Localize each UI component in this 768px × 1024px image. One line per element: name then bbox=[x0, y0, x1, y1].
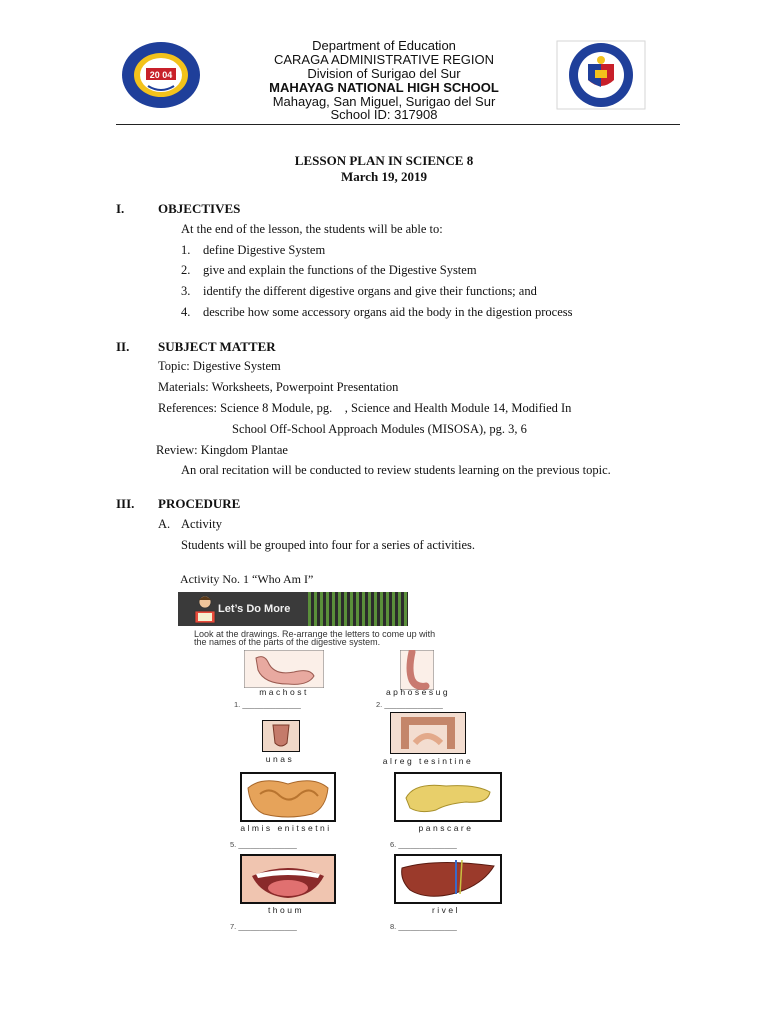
answer-blank-7: 7. ______________ bbox=[230, 922, 297, 931]
scrambled-word-4: alreg tesintine bbox=[382, 756, 474, 766]
objective-1-number: 1. bbox=[181, 243, 191, 257]
student-reading-icon bbox=[192, 594, 218, 626]
pancreas-icon bbox=[394, 772, 502, 822]
objectives-number: I. bbox=[116, 201, 125, 216]
lesson-plan-date: March 19, 2019 bbox=[340, 169, 428, 184]
answer-blank-8: 8. ______________ bbox=[390, 922, 457, 931]
esophagus-icon bbox=[400, 650, 434, 690]
header-region: CARAGA ADMINISTRATIVE REGION bbox=[273, 52, 495, 67]
worksheet-heading: Let’s Do More bbox=[218, 603, 291, 615]
small-intestine-icon bbox=[240, 772, 336, 822]
header-school: MAHAYAG NATIONAL HIGH SCHOOL bbox=[269, 80, 499, 95]
scrambled-word-3: unas bbox=[265, 754, 295, 764]
header-school-id: School ID: 317908 bbox=[330, 107, 438, 122]
scrambled-word-6: panscare bbox=[418, 823, 474, 833]
scrambled-word-8: rivel bbox=[431, 905, 461, 915]
activity-desc: Students will be grouped into four for a series of activities. bbox=[181, 538, 476, 552]
objectives-intro: At the end of the lesson, the students will be able to: bbox=[181, 222, 443, 236]
scrambled-word-5: almis enitsetni bbox=[240, 823, 332, 833]
objective-2-number: 2. bbox=[181, 263, 191, 277]
header-address: Mahayag, San Miguel, Surigao del Sur bbox=[272, 94, 496, 109]
subject-topic: Topic: Digestive System bbox=[158, 359, 281, 373]
subject-matter-heading: SUBJECT MATTER bbox=[158, 339, 276, 354]
worksheet-image bbox=[178, 592, 548, 938]
large-intestine-icon bbox=[390, 712, 466, 754]
subject-materials: Materials: Worksheets, Powerpoint Presentation bbox=[158, 380, 399, 394]
scrambled-word-1: machost bbox=[259, 687, 309, 697]
procedure-number: III. bbox=[116, 496, 135, 511]
logo-year: 20 04 bbox=[149, 70, 173, 80]
objective-4-number: 4. bbox=[181, 305, 191, 319]
objective-3-number: 3. bbox=[181, 284, 191, 298]
header-division: Division of Surigao del Sur bbox=[307, 66, 461, 81]
mouth-icon bbox=[240, 854, 336, 904]
subject-matter-number: II. bbox=[116, 339, 130, 354]
worksheet-header-pattern bbox=[308, 592, 408, 626]
lesson-plan-title: LESSON PLAN IN SCIENCE 8 bbox=[294, 153, 474, 168]
worksheet-instruction-1: Look at the drawings. Re-arrange the letters to come up with bbox=[194, 629, 436, 639]
objective-4-text: describe how some accessory organs aid the body in the digestion process bbox=[203, 305, 573, 319]
answer-blank-5: 5. ______________ bbox=[230, 840, 297, 849]
objective-3-text: identify the different digestive organs and give their functions; and bbox=[203, 284, 537, 298]
activity-heading: Activity bbox=[181, 517, 222, 531]
subject-references-cont: School Off-School Approach Modules (MISOSA), pg. 3, 6 bbox=[232, 422, 527, 436]
subject-review-desc: An oral recitation will be conducted to review students learning on the previous topic. bbox=[181, 463, 611, 477]
activity-label: A. bbox=[158, 517, 171, 531]
anus-icon bbox=[262, 720, 300, 752]
header-divider bbox=[116, 124, 680, 125]
activity-1-title: Activity No. 1 “Who Am I” bbox=[180, 572, 314, 586]
objective-2-text: give and explain the functions of the Digestive System bbox=[203, 263, 477, 277]
liver-icon bbox=[394, 854, 502, 904]
worksheet-instruction-2: the names of the parts of the digestive system. bbox=[194, 637, 381, 647]
stomach-icon bbox=[244, 650, 324, 688]
deped-seal bbox=[555, 40, 647, 110]
answer-blank-6: 6. ______________ bbox=[390, 840, 457, 849]
procedure-heading: PROCEDURE bbox=[158, 496, 241, 511]
subject-review: Review: Kingdom Plantae bbox=[156, 443, 288, 457]
answer-blank-2: 2. ______________ bbox=[376, 700, 443, 709]
objective-1-text: define Digestive System bbox=[203, 243, 326, 257]
header-department: Department of Education bbox=[312, 38, 456, 53]
scrambled-word-2: aphosesug bbox=[385, 687, 451, 697]
subject-references: References: Science 8 Module, pg. , Science and Health Module 14, Modified In bbox=[158, 401, 572, 415]
scrambled-word-7: thoum bbox=[267, 905, 305, 915]
answer-blank-1: 1. ______________ bbox=[234, 700, 301, 709]
objectives-heading: OBJECTIVES bbox=[158, 201, 241, 216]
